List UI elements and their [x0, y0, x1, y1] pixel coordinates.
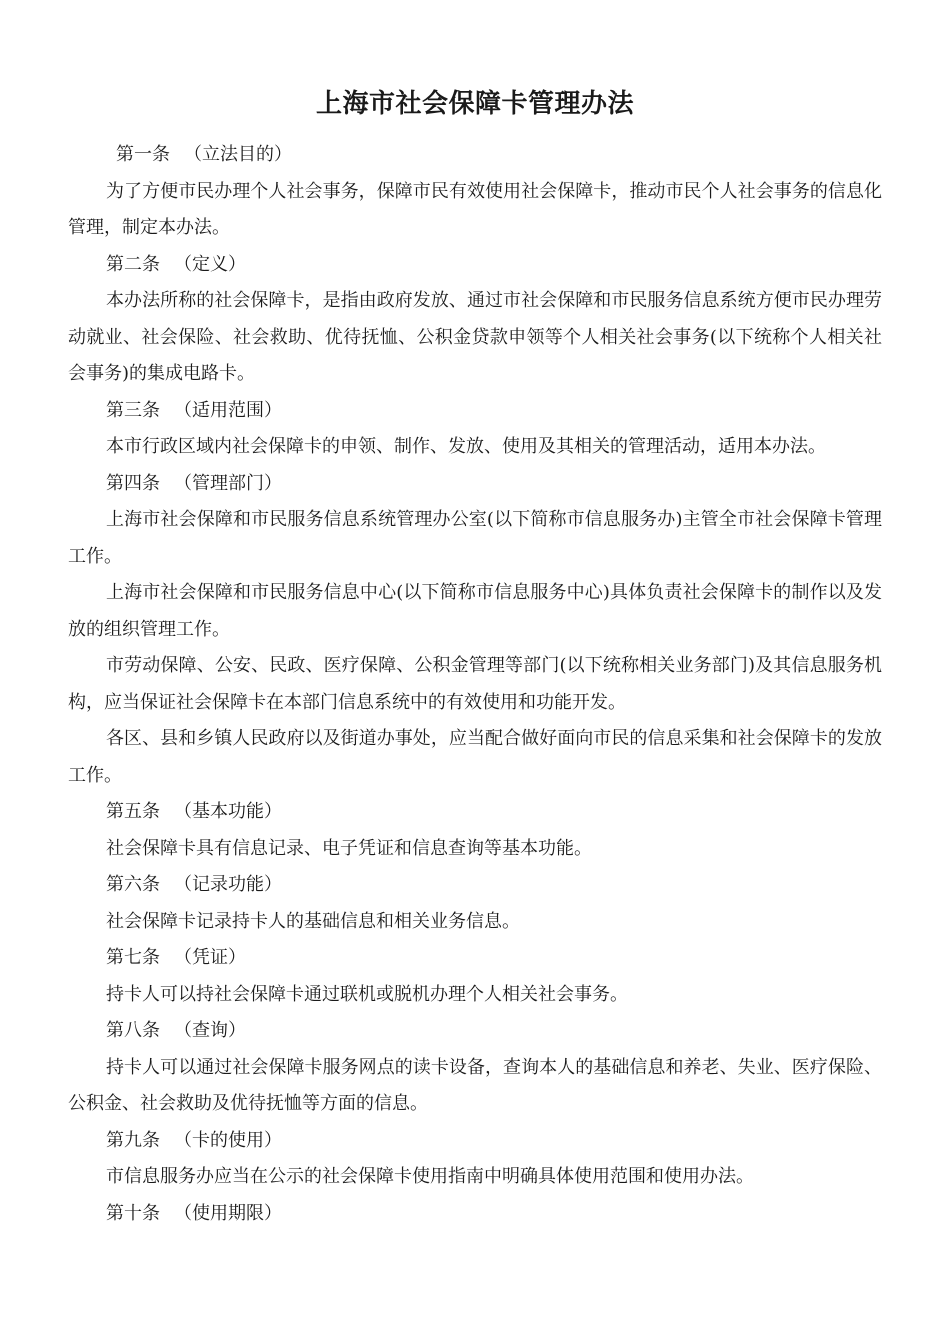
article-heading-8: [68, 1013, 882, 1050]
article-topic: （查询）: [174, 1020, 246, 1041]
article-paragraph: 本办法所称的社会保障卡，是指由政府发放、通过市社会保障和市民服务信息系统方便市民办理劳动就业、社会保险、社会救助、优待抚恤、公积金贷款申领等个人相关社会事务(以下统称个人相关社会事务)的集成电路卡。: [68, 290, 882, 384]
article-topic: （卡的使用）: [174, 1129, 282, 1151]
article-number: 第三条: [106, 399, 160, 421]
article-paragraph: 各区、县和乡镇人民政府以及街道办事处，应当配合做好面向市民的信息采集和社会保障卡的发放工作。: [68, 728, 882, 786]
article-paragraph: 上海市社会保障和市民服务信息中心(以下简称市信息服务中心)具体负责社会保障卡的制作以及发放的组织管理工作。: [68, 582, 882, 640]
article-topic: （立法目的）: [184, 144, 292, 165]
article-number: 第九条: [106, 1129, 160, 1151]
article-number: 第六条: [106, 874, 160, 895]
article-topic: （管理部门）: [174, 472, 282, 494]
article-topic: （记录功能）: [174, 874, 282, 895]
article-heading-10: [68, 1196, 882, 1233]
article-heading-9: [68, 1123, 882, 1160]
article-number: 第五条: [106, 801, 160, 822]
article-topic: （基本功能）: [174, 801, 282, 822]
article-heading-3: [68, 393, 882, 430]
article-topic: （凭证）: [174, 947, 246, 968]
document-body: [68, 137, 882, 1232]
article-topic: （定义）: [174, 253, 246, 275]
article-heading-1: [68, 137, 882, 174]
article-paragraph: 社会保障卡记录持卡人的基础信息和相关业务信息。: [106, 910, 520, 932]
article-number: 第四条: [106, 472, 160, 494]
article-heading-7: [68, 940, 882, 977]
article-paragraph: 持卡人可以通过社会保障卡服务网点的读卡设备，查询本人的基础信息和养老、失业、医疗保险、公积金、社会救助及优待抚恤等方面的信息。: [68, 1056, 882, 1114]
document-title: 上海市社会保障卡管理办法: [315, 89, 634, 119]
article-heading-5: [68, 794, 882, 831]
article-topic: （使用期限）: [174, 1202, 282, 1224]
article-paragraph: 为了方便市民办理个人社会事务，保障市民有效使用社会保障卡，推动市民个人社会事务的信息化管理，制定本办法。: [68, 180, 882, 238]
article-paragraph: 持卡人可以持社会保障卡通过联机或脱机办理个人相关社会事务。: [106, 983, 628, 1005]
article-number: 第七条: [106, 947, 160, 968]
article-paragraph: 市劳动保障、公安、民政、医疗保障、公积金管理等部门(以下统称相关业务部门)及其信息服务机构，应当保证社会保障卡在本部门信息系统中的有效使用和功能开发。: [68, 655, 882, 713]
article-number: 第一条: [116, 144, 170, 165]
article-heading-4: [68, 466, 882, 503]
article-number: 第十条: [106, 1202, 160, 1224]
article-number: 第八条: [106, 1020, 160, 1041]
article-number: 第二条: [106, 253, 160, 275]
article-paragraph: 上海市社会保障和市民服务信息系统管理办公室(以下简称市信息服务办)主管全市社会保障卡管理工作。: [68, 509, 882, 567]
article-paragraph: 社会保障卡具有信息记录、电子凭证和信息查询等基本功能。: [106, 837, 592, 859]
article-topic: （适用范围）: [174, 399, 282, 421]
article-paragraph: 市信息服务办应当在公示的社会保障卡使用指南中明确具体使用范围和使用办法。: [106, 1166, 754, 1187]
article-paragraph: 本市行政区域内社会保障卡的申领、制作、发放、使用及其相关的管理活动，适用本办法。: [106, 436, 826, 457]
article-heading-2: [68, 247, 882, 284]
article-heading-6: [68, 867, 882, 904]
